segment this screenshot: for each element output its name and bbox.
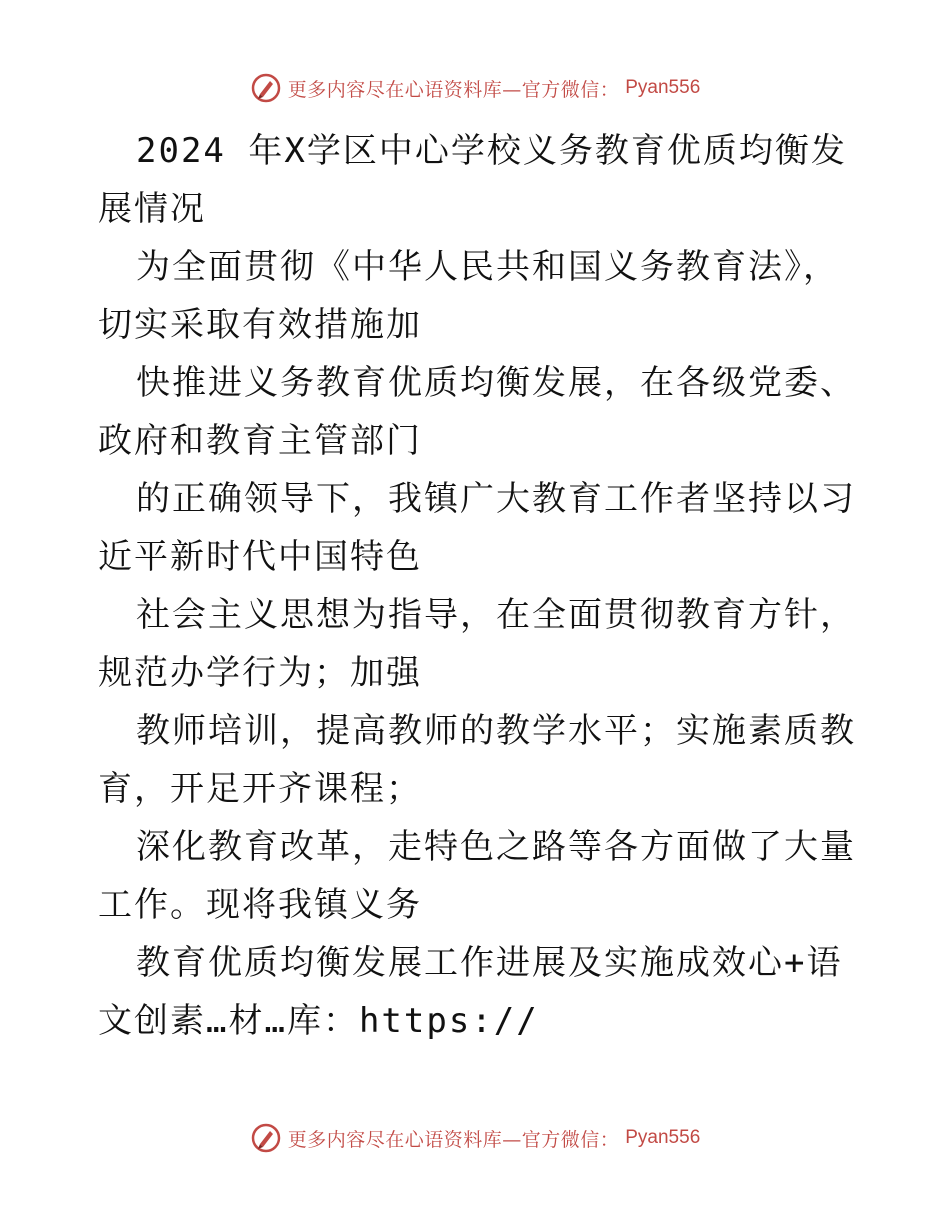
paragraph: 快推进义务教育优质均衡发展，在各级党委、政府和教育主管部门 (98, 363, 856, 461)
paragraph: 教育优质均衡发展工作进展及实施成效心+语文创素…材…库：https:// (98, 943, 843, 1041)
paragraph: 社会主义思想为指导，在全面贯彻教育方针，规范办学行为；加强 (98, 595, 856, 693)
header-watermark (0, 72, 950, 104)
watermark-text: 更多内容尽在心语资料库—官方微信： (287, 1128, 620, 1151)
paragraph: 的正确领导下，我镇广大教育工作者坚持以习近平新时代中国特色 (98, 479, 856, 577)
document-body (98, 122, 858, 1050)
document-title: 2024 年X学区中心学校义务教育优质均衡发展情况 (98, 131, 847, 229)
paragraph: 为全面贯彻《中华人民共和国义务教育法》，切实采取有效措施加 (98, 247, 839, 345)
footer-watermark (0, 1122, 950, 1154)
paragraph: 深化教育改革，走特色之路等各方面做了大量工作。现将我镇义务 (98, 827, 856, 925)
red-pen-logo-icon (250, 1122, 282, 1154)
watermark-wechat-id: Pyan556 (625, 1127, 701, 1148)
red-pen-logo-icon (250, 72, 282, 104)
paragraph: 教师培训，提高教师的教学水平；实施素质教育，开足开齐课程； (98, 711, 856, 809)
watermark-text: 更多内容尽在心语资料库—官方微信： (287, 78, 620, 101)
watermark-wechat-id: Pyan556 (625, 77, 701, 98)
